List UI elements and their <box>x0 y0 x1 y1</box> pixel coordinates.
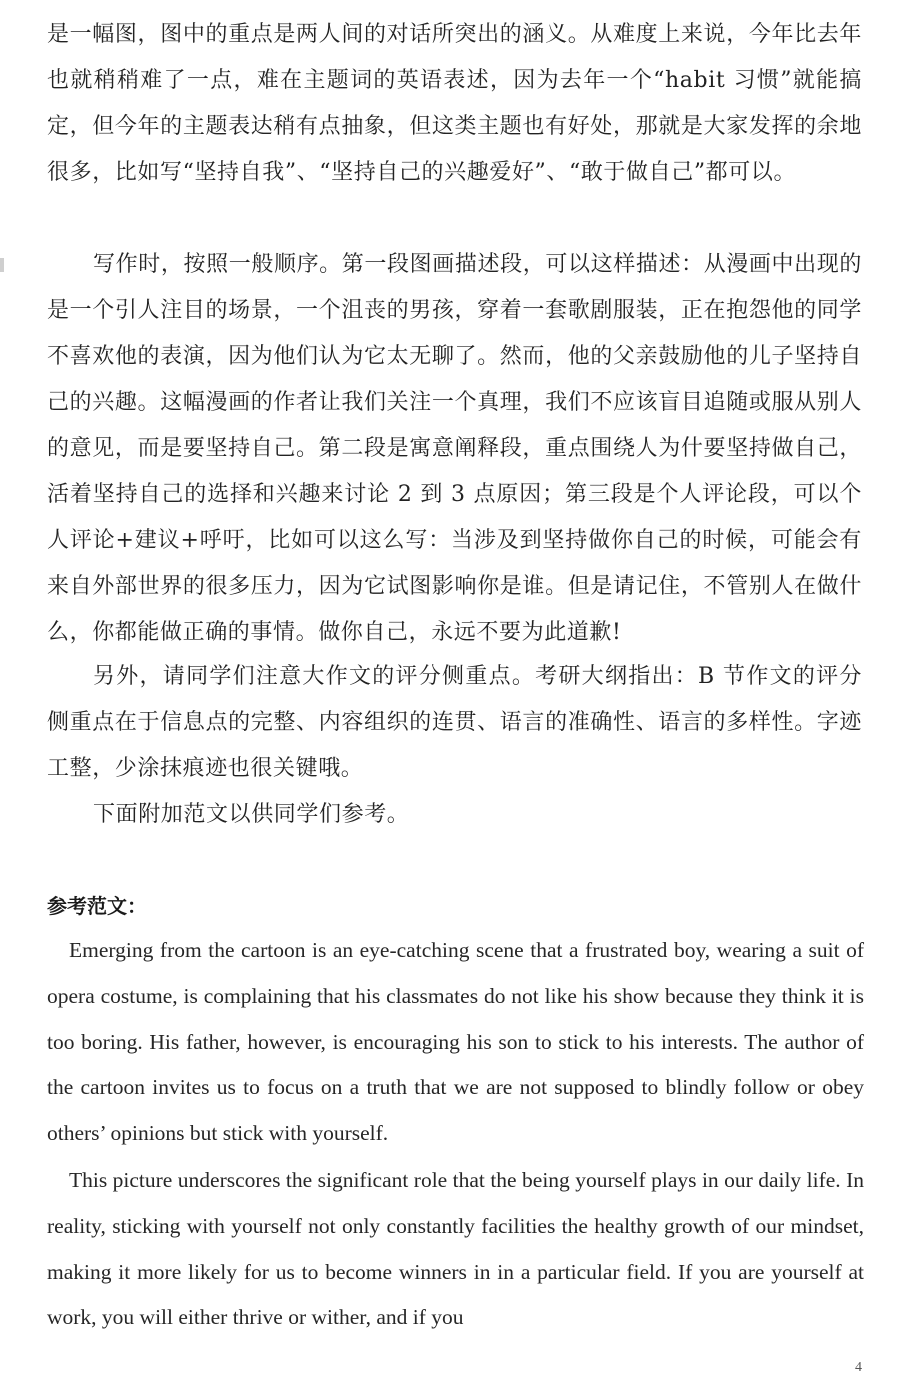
essay-paragraph-1: Emerging from the cartoon is an eye-catching scene that a frustrated boy, wearing a suit of opera costume, is complaining that his classmates do not like his show because they think it is too boring. His father, however, is encouraging his son to stick to his interests. The author of the cartoon invites us to focus on a truth that we are not supposed to blindly follow or obey others’ opinions but stick with yourself. <box>47 938 864 1146</box>
paragraph-grading-focus: 另外，请同学们注意大作文的评分侧重点。考研大纲指出：B 节作文的评分侧重点在于信息点的完整、内容组织的连贯、语言的准确性、语言的多样性。字迹工整，少涂抹痕迹也很关键哦。 <box>47 664 862 781</box>
paragraph-sample-intro: 下面附加范文以供同学们参考。 <box>93 802 410 827</box>
essay-paragraph-2: This picture underscores the significant role that the being yourself plays in our daily life. In reality, sticking with yourself not only constantly facilities the healthy growth of our mindset, making it more likely for us to become winners in in a particular field. If you are yourself at work, you will either thrive or wither, and if you <box>47 1168 864 1330</box>
paragraph-topic-analysis: 是一幅图，图中的重点是两人间的对话所突出的涵义。从难度上来说，今年比去年也就稍稍难了一点，难在主题词的英语表述，因为去年一个“habit 习惯”就能搞定，但今年的主题表达稍有点抽象，但这类主题也有好处，那就是大家发挥的余地很多，比如写“坚持自我”、“坚持自己的兴趣爱好”、“敢于做自己”都可以。 <box>47 22 862 185</box>
scan-margin-mark <box>0 258 4 272</box>
paragraph-writing-structure: 写作时，按照一般顺序。第一段图画描述段，可以这样描述：从漫画中出现的是一个引人注目的场景，一个沮丧的男孩，穿着一套歌剧服装，正在抱怨他的同学不喜欢他的表演，因为他们认为它太无聊了。然而，他的父亲鼓励他的儿子坚持自己的兴趣。这幅漫画的作者让我们关注一个真理，我们不应该盲目追随或服从别人的意见，而是要坚持自己。第二段是寓意阐释段，重点围绕人为什要坚持做自己，活着坚持自己的选择和兴趣来讨论 2 到 3 点原因；第三段是个人评论段，可以个人评论+建议+呼吁，比如可以这么写：当涉及到坚持做你自己的时候，可能会有来自外部世界的很多压力，因为它试图影响你是谁。但是请记住，不管别人在做什么，你都能做正确的事情。做你自己，永远不要为此道歉! <box>47 252 862 645</box>
page-number: 4 <box>855 1360 862 1375</box>
reference-essay-heading: 参考范文： <box>47 894 147 918</box>
